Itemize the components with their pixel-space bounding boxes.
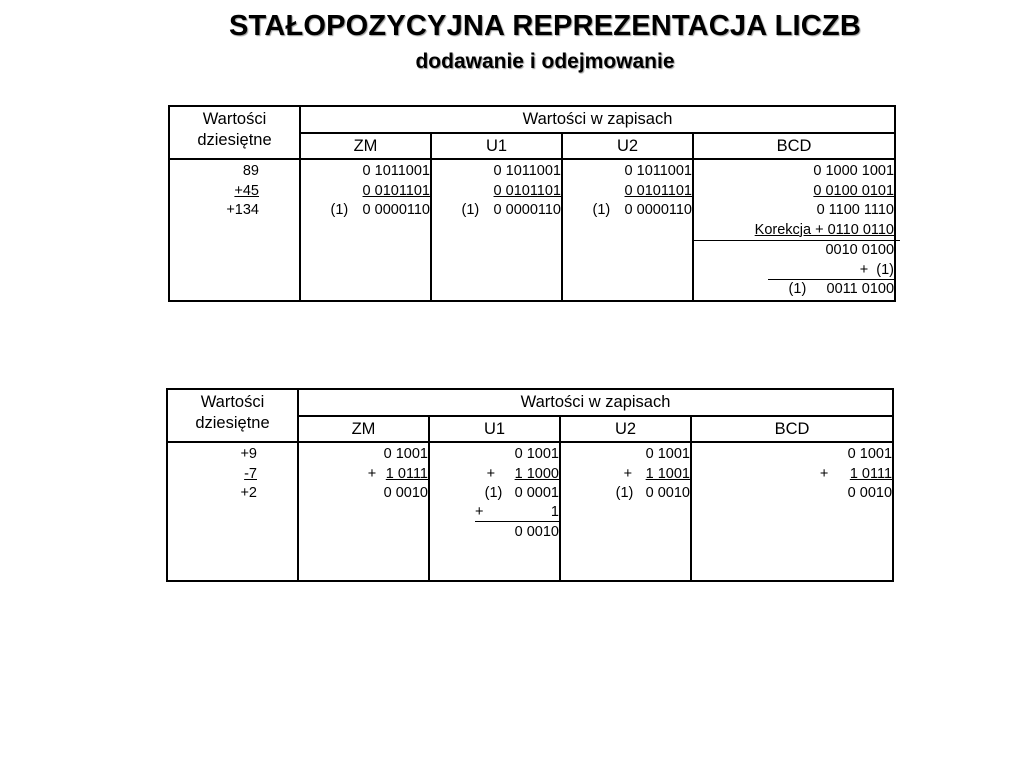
page-subtitle: dodawanie i odejmowanie	[415, 50, 675, 73]
operand-1: 0 1001	[645, 446, 690, 462]
carry: (1)	[484, 485, 503, 501]
u1-cell	[431, 159, 562, 301]
partial-result: 0 0001	[514, 485, 559, 501]
operand-1: 0 1001	[383, 446, 428, 462]
addition-table	[168, 105, 896, 302]
operand-2: 1 1001	[645, 465, 690, 482]
result: 0 0010	[383, 485, 428, 501]
carry-add	[694, 261, 894, 281]
result: 0 0010	[514, 524, 559, 540]
u1-header: U1	[429, 416, 560, 442]
carry-add	[475, 504, 559, 522]
zm-header: ZM	[298, 416, 429, 442]
decimal-cell	[169, 159, 300, 301]
bcd-header: BCD	[691, 416, 893, 442]
notation-group-header: Wartości w zapisach	[298, 389, 893, 416]
correction: Korekcja + 0110 0110	[754, 221, 895, 238]
operand-1: 0 1000 1001	[813, 163, 895, 179]
u1-header: U1	[431, 133, 562, 159]
result: 0 0010	[847, 485, 893, 501]
notation-group-header: Wartości w zapisach	[300, 106, 895, 133]
carry: (1)	[461, 202, 480, 218]
decimal-values-header	[169, 106, 300, 159]
corrected-sum: 0010 0100	[692, 240, 900, 261]
operand-2: 1 0111	[385, 465, 428, 482]
u2-cell	[562, 159, 693, 301]
sum: 0 1100 1110	[816, 202, 895, 218]
operand-2: 1 0111	[849, 465, 893, 482]
plus-sign: +	[367, 465, 377, 482]
operand-1: 89	[242, 163, 259, 179]
carry: (1)	[615, 485, 634, 501]
subtraction-table	[166, 388, 894, 582]
result: +134	[226, 202, 259, 218]
operand-1: +9	[240, 446, 257, 462]
header-text: dziesiętne	[195, 414, 270, 432]
result: 0 0000110	[493, 202, 561, 218]
zm-header: ZM	[300, 133, 431, 159]
header-text: dziesiętne	[197, 131, 272, 149]
operand-2: +45	[234, 182, 259, 199]
page-title: STAŁOPOZYCYJNA REPREZENTACJA LICZB	[229, 10, 861, 42]
result: 0 0000110	[624, 202, 692, 218]
header-text: Wartości	[200, 393, 265, 411]
operand-2: 0 0100 0101	[813, 182, 895, 199]
operand-2: 0 0101101	[362, 182, 430, 199]
carry-value: 1	[550, 503, 559, 520]
operand-2: 1 1000	[514, 465, 559, 482]
bcd-header: BCD	[693, 133, 895, 159]
result: +2	[240, 485, 257, 501]
carry: (1)	[788, 281, 807, 297]
bcd-cell	[691, 442, 893, 581]
decimal-cell	[167, 442, 298, 581]
plus-sign: +	[475, 503, 484, 520]
plus-sign: +	[486, 465, 496, 482]
bcd-cell	[693, 159, 895, 301]
u2-cell	[560, 442, 691, 581]
result: 0 0000110	[362, 202, 430, 218]
carry: (1)	[592, 202, 611, 218]
operand-2: 0 0101101	[624, 182, 692, 199]
plus-sign: +	[819, 465, 829, 482]
carry: (1)	[330, 202, 349, 218]
plus-sign: +	[623, 465, 633, 482]
zm-cell	[300, 159, 431, 301]
operand-1: 0 1011001	[624, 163, 692, 179]
operand-2: -7	[244, 465, 257, 482]
operand-1: 0 1011001	[493, 163, 561, 179]
operand-1: 0 1001	[847, 446, 893, 462]
u1-cell	[429, 442, 560, 581]
operand-1: 0 1011001	[362, 163, 430, 179]
header-text: Wartości	[202, 110, 267, 128]
decimal-values-header	[167, 389, 298, 442]
operand-1: 0 1001	[514, 446, 559, 462]
result: 0 0010	[645, 485, 690, 501]
carry-add-text: + (1)	[768, 262, 894, 280]
u2-header: U2	[560, 416, 691, 442]
zm-cell	[298, 442, 429, 581]
u2-header: U2	[562, 133, 693, 159]
operand-2: 0 0101101	[493, 182, 561, 199]
final-result: 0011 0100	[826, 281, 895, 297]
